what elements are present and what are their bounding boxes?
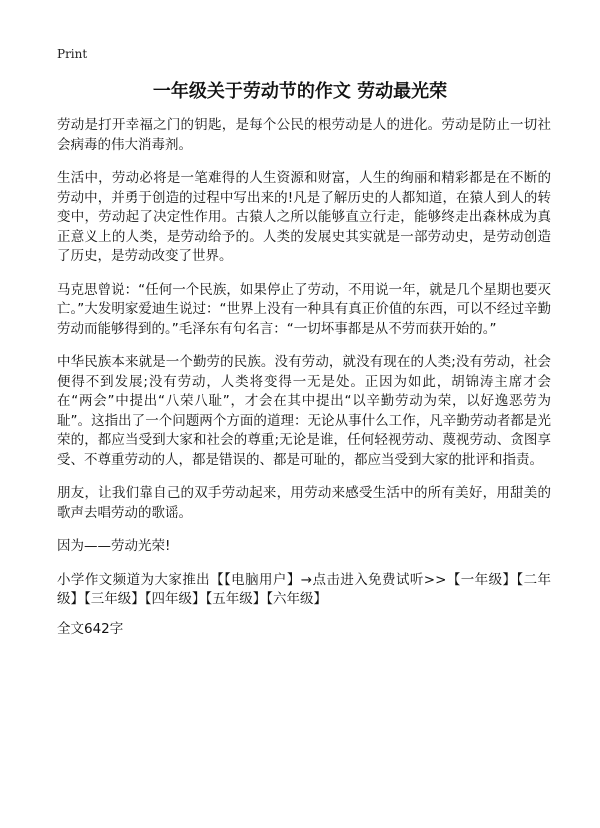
article-body — [57, 116, 551, 653]
paragraph-nation: 中华民族本来就是一个勤劳的民族。没有劳动，就没有现在的人类;没有劳动，社会便得不到发展;没有劳动，人类将变得一无是处。正因为如此，胡锦涛主席才会在“两会”中提出“八荣八耻”，才会在其中提出“以辛勤劳动为荣，以好逸恶劳为耻”。这指出了一个问题两个方面的道理：无论从事什么工作，凡辛勤劳动者都是光荣的，都应当受到大家和社会的尊重;无论是谁，任何轻视劳动、蔑视劳动、贪图享受、不尊重劳动的人，都是错误的、都是可耻的，都应当受到大家的批评和指责。 — [57, 354, 551, 468]
word-count: 全文642字 — [57, 620, 124, 637]
paragraph-intro: 劳动是打开幸福之门的钥匙，是每个公民的根劳动是人的进化。劳动是防止一切社会病毒的伟大消毒剂。 — [57, 117, 551, 153]
print-link[interactable]: Print — [57, 47, 88, 61]
paragraph-quotes: 马克思曾说：“任何一个民族，如果停止了劳动，不用说一年，就是几个星期也要灭亡。”大发明家爱迪生说过：“世界上没有一种具有真正价值的东西，可以不经过辛勤劳动而能够得到的。”毛泽东有句名言：“一切坏事都是从不劳而获开始的。” — [57, 281, 551, 337]
paragraph-life: 生活中，劳动必将是一笔难得的人生资源和财富，人生的绚丽和精彩都是在不断的劳动中，并勇于创造的过程中写出来的!凡是了解历史的人都知道，在猿人到人的转变中，劳动起了决定性作用。古猿人之所以能够直立行走，能够终走出森林成为真正意义上的人类，是劳动给予的。人类的发展史其实就是一部劳动史，是劳动创造了历史，是劳动改变了世界。 — [57, 170, 551, 264]
article-title: 一年级关于劳动节的作文 劳动最光荣 — [152, 81, 448, 102]
paragraph-friends: 朋友，让我们靠自己的双手劳动起来，用劳动来感受生活中的所有美好，用甜美的歌声去唱劳动的歌谣。 — [57, 485, 551, 521]
channel-promo-links[interactable]: 小学作文频道为大家推出【【电脑用户】→点击进入免费试听>>【一年级】【二年级】【三年级】【四年级】【五年级】【六年级】 — [57, 571, 551, 607]
paragraph-conclusion: 因为——劳动光荣! — [57, 538, 171, 554]
